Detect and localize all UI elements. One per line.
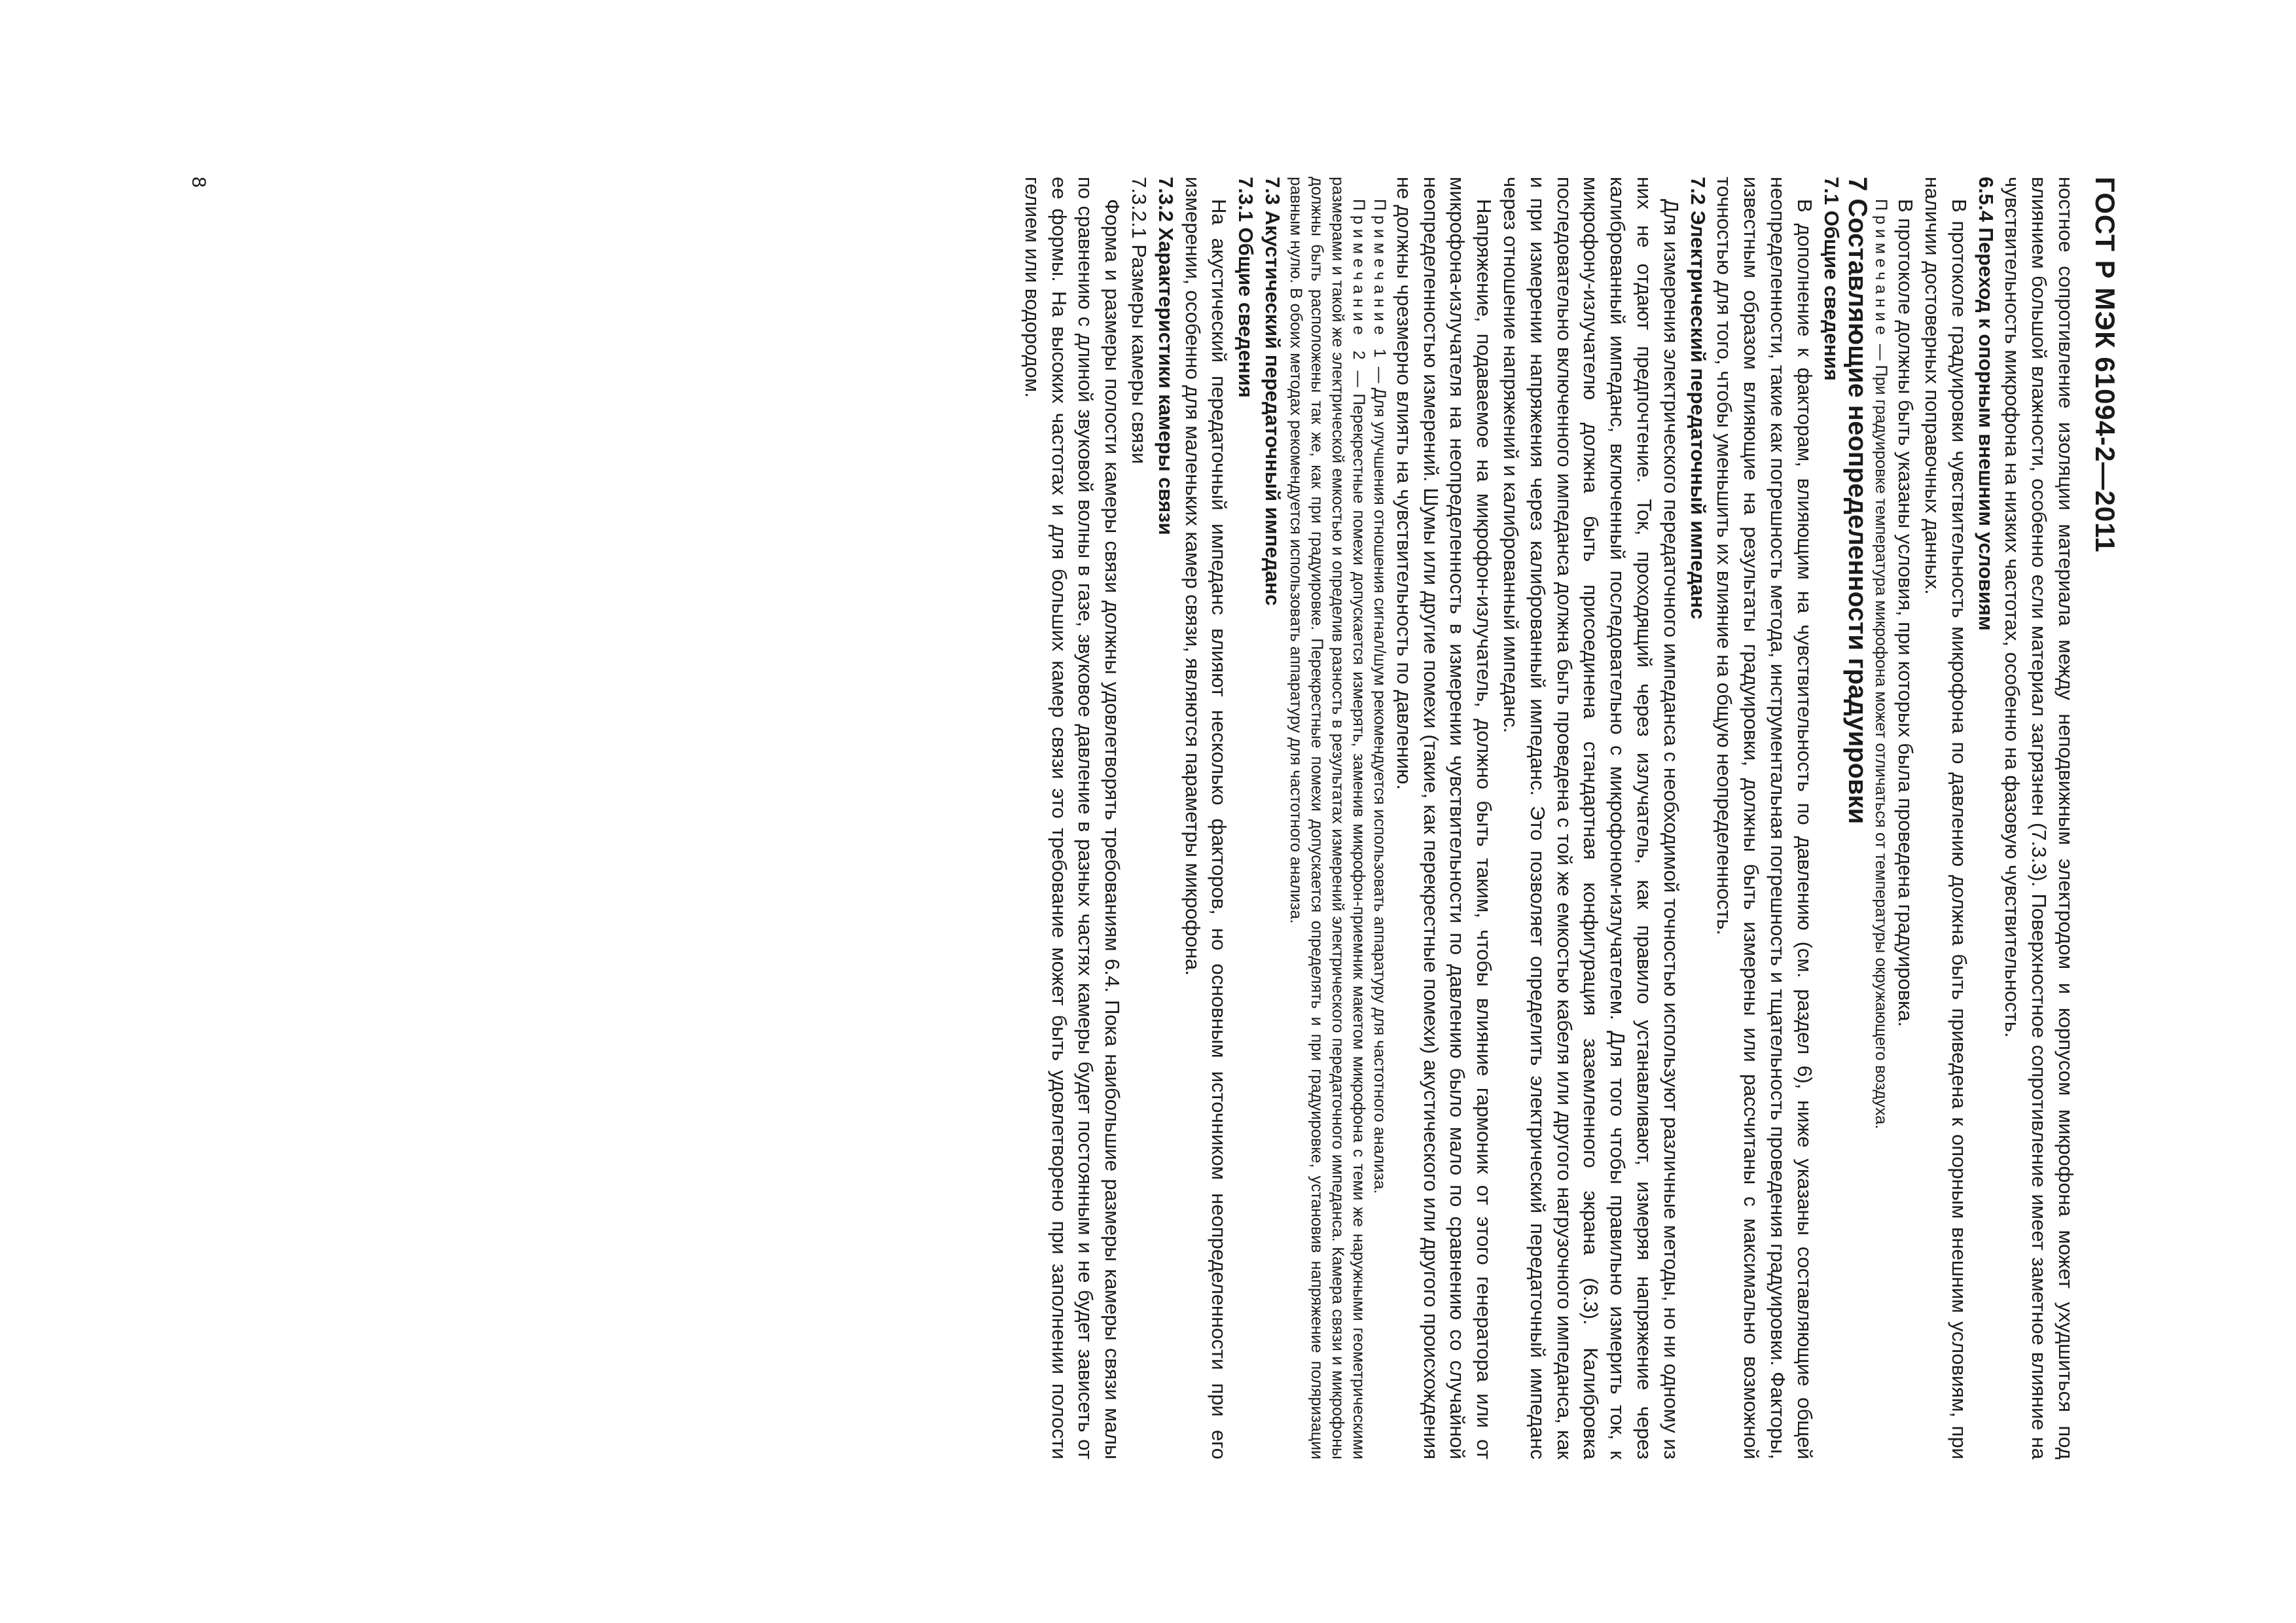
body-text [1018,177,2079,1459]
chapter-heading-7: 7 Составляющие неопределенности градуировки [1843,177,1873,825]
note-text: — При градуировке температура микрофона может отличаться от температуры окружающего воздуха. [1872,339,1891,1130]
document-page [170,177,2121,1459]
running-head: ГОСТ Р МЭК 61094-2—2011 [2090,177,2121,553]
paragraph: В протоколе должны быть указаны условия, при которых была проведена градуировка. [1894,199,1918,1027]
paragraph: Для измерения электрического передаточного импеданса с необходимой точностью используют различные методы, но ни одному из них не отдают предпочтение. Ток, проходящий через излучатель, как правило устанавливают, измеряя напряжение через калиброванный импеданс, включенный последовательно с микрофоном-излучателем. Для того чтобы правильно измерить ток, к микрофону-излучателю должна быть присоединена стандартная конфигурация заземленного экрана (6.3). Калибровка последовательно включенного импеданса должна быть проведена с той же емкостью кабеля или другого нагрузочного импеданса, как и при измерении напряжения через калиброванный импеданс. Это позволяет определить электрический передаточный импеданс через отношение напряжений и калиброванный импеданс. [1499,177,1683,1459]
note [1369,177,1390,1459]
paragraph: Форма и размеры полости камеры связи должны удовлетворять требованиям 6.4. Пока наибольшие размеры камеры связи малы по сравнению с длиной звуковой волны в газе, звуковое давление в разных частях камеры будет постоянным и не будет зависеть от ее формы. На высоких частотах и для больших камер связи это требование может быть удовлетворено при заполнении полости гелием или водородом. [1020,177,1124,1459]
paragraph: На акустический передаточный импеданс влияют несколько факторов, но основным источником неопределенности при его измерении, особенно для маленьких камер связи, являются параметры микрофона. [1181,177,1231,1459]
heading-7-1: 7.1 Общие сведения [1820,177,1843,381]
paragraph: В дополнение к факторам, влияющим на чувствительность по давлению (см. раздел 6), ниже указаны составляющие общей неопределенности, такие как погрешность метода, инструментальная погрешность и тщательность проведения градуировки. Факторы, известным образом влияющие на результаты градуировки, должны быть измерены или рассчитаны с максимально возможной точностью для того, чтобы уменьшить их влияние на общую неопределенность. [1713,177,1816,1459]
note-label: Примечание [1872,199,1891,340]
note-text: — Для улучшения отношения сигнал/шум рекомендуется использовать аппаратуру для частотного анализа. [1371,362,1390,1194]
paragraph: ностное сопротивление изоляции материала между неподвижным электродом и корпусом микрофона может ухудшиться под влиянием большой влажности, особенно если материал загрязнен (7.3.3). Поверхностное сопротивление имеет заметное влияние на чувствительность микрофона на низких частотах, особенно на фазовую чувствительность. [2001,177,2077,1459]
heading-7-3-2-1: 7.3.2.1 Размеры камеры связи [1128,177,1151,464]
note [1871,177,1892,1459]
heading-6-5-4: 6.5.4 Переход к опорным внешним условиям [1974,177,1998,631]
paragraph: Напряжение, подаваемое на микрофон-излучатель, должно быть таким, чтобы влияние гармоник от этого генератора или от микрофона-излучателя на неопределенность в измерении чувствительности по давлению было мало по сравнению со случайной неопределенностью измерений. Шумы или другие помехи (такие, как перекрестные помехи) акустического или другого происхождения не должны чрезмерно влиять на чувствительность по давлению. [1392,177,1496,1459]
heading-7-3: 7.3 Акустический передаточный импеданс [1261,177,1285,606]
note [1285,177,1369,1459]
note-label: Примечание 2 [1350,199,1369,365]
heading-7-3-2: 7.3.2 Характеристики камеры связи [1154,177,1177,535]
page-number: 8 [188,177,209,188]
paragraph: В протоколе градуировки чувствительность микрофона по давлению должна быть приведена к опорным внешним условиям, при наличии достоверных поправочных данных. [1921,177,1971,1459]
note-text: — Перекрестные помехи допускается измерять, заменив микрофон-приемник макетом микрофона с теми же наружными геометрическими размерами и такой же электрической емкостью и определив разность в результатах измерений электрического передаточного импеданса. Камера связи и микрофоны должны быть расположены так же, как при градуировке. Перекрестные помехи допускается определять и при градуировке, установив напряжение поляризации равным нулю. В обоих методах рекомендуется использовать аппаратуру для частотного анализа. [1287,177,1369,1459]
heading-7-3-1: 7.3.1 Общие сведения [1234,177,1258,398]
note-label: Примечание 1 [1371,199,1390,363]
heading-7-2: 7.2 Электрический передаточный импеданс [1686,177,1710,620]
